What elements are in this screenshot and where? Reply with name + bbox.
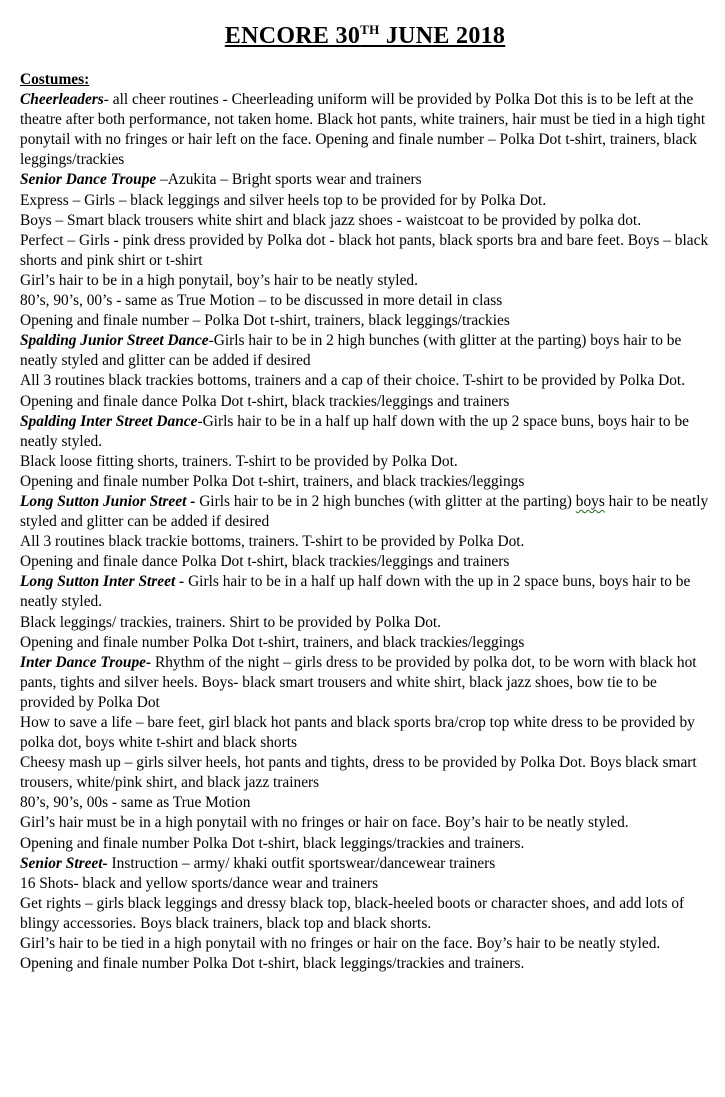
group-label: Inter Dance Troupe- xyxy=(20,653,152,671)
costume-paragraph xyxy=(20,854,710,874)
costume-paragraph xyxy=(20,170,710,190)
group-label: Senior Street- xyxy=(20,854,108,872)
paragraph-text: How to save a life – bare feet, girl black hot pants and black sports bra/crop top white dress to be provided by polka dot, boys white t-shirt and black shorts xyxy=(20,714,695,752)
costume-paragraph xyxy=(20,613,710,633)
costume-paragraph xyxy=(20,633,710,653)
title-rest: JUNE 2018 xyxy=(379,23,506,49)
paragraph-text: Girls hair to be in a half up half down with the up in 2 space buns, boys hair to be neatly styled. xyxy=(20,573,691,611)
costume-paragraph xyxy=(20,311,710,331)
costume-paragraph xyxy=(20,331,710,371)
costume-paragraph xyxy=(20,90,710,170)
costume-paragraph xyxy=(20,934,710,954)
costume-paragraph xyxy=(20,291,710,311)
costume-paragraph xyxy=(20,572,710,612)
group-label: Spalding Junior Street Dance xyxy=(20,332,209,350)
group-label: Long Sutton Junior Street - xyxy=(20,492,200,510)
costume-paragraph xyxy=(20,472,710,492)
group-label: Cheerleaders xyxy=(20,91,104,109)
paragraph-text: Opening and finale number Polka Dot t-shirt, black leggings/trackies and trainers. xyxy=(20,834,525,852)
document-title xyxy=(20,18,710,54)
costume-paragraph xyxy=(20,452,710,472)
costume-paragraph xyxy=(20,874,710,894)
spellcheck-flagged-word: boys xyxy=(575,492,605,510)
group-label: Long Sutton Inter Street - xyxy=(20,573,189,591)
paragraph-text: Rhythm of the night – girls dress to be provided by polka dot, to be worn with black hot pants, tights and silver heels. Boys- black smart trousers and white shirt, black jazz shoes, bow tie to be provided by Polka Dot xyxy=(20,653,697,711)
paragraph-text: Girl’s hair must be in a high ponytail with no fringes or hair on face. Boy’s hair to be neatly styled. xyxy=(20,814,629,832)
costume-paragraph xyxy=(20,894,710,934)
costume-paragraph xyxy=(20,211,710,231)
paragraph-text: Perfect – Girls - pink dress provided by Polka dot - black hot pants, black sports bra and bare feet. Boys – black shorts and pink shirt or t-shirt xyxy=(20,231,709,269)
paragraph-text-continued: hair to be neatly styled and glitter can be added if desired xyxy=(20,492,709,531)
costume-paragraph xyxy=(20,532,710,552)
paragraph-text: 16 Shots- black and yellow sports/dance wear and trainers xyxy=(20,874,379,892)
paragraph-text: Opening and finale number Polka Dot t-shirt, trainers, and black trackies/leggings xyxy=(20,472,525,490)
costume-paragraph xyxy=(20,191,710,211)
costume-paragraph xyxy=(20,653,710,713)
paragraph-text: - all cheer routines - Cheerleading uniform will be provided by Polka Dot this is to be left at the theatre after both performance, not taken home. Black hot pants, white trainers, hair must be tied in a high tight ponytail with no fringes or hair left on the face. Opening and finale number – Polka Dot t-shirt, trainers, black leggings/trackies xyxy=(20,91,706,169)
costume-paragraph xyxy=(20,552,710,572)
group-label: Spalding Inter Street Dance xyxy=(20,412,198,430)
costume-paragraph xyxy=(20,834,710,854)
paragraph-text: Instruction – army/ khaki outfit sportswear/dancewear trainers xyxy=(107,854,496,872)
costume-paragraph xyxy=(20,813,710,833)
costume-paragraph xyxy=(20,492,710,532)
paragraph-text: 80’s, 90’s, 00s - same as True Motion xyxy=(20,794,251,812)
paragraph-text: Girl’s hair to be in a high ponytail, boy’s hair to be neatly styled. xyxy=(20,271,418,289)
paragraph-text: Opening and finale dance Polka Dot t-shirt, black trackies/leggings and trainers xyxy=(20,553,510,571)
costume-paragraph xyxy=(20,412,710,452)
paragraph-text: Cheesy mash up – girls silver heels, hot pants and tights, dress to be provided by Polka Dot. Boys black smart trousers, white/pink shirt, and black jazz trainers xyxy=(20,754,697,792)
paragraph-text: Opening and finale number Polka Dot t-shirt, black leggings/trackies and trainers. xyxy=(20,955,525,973)
costume-paragraph xyxy=(20,271,710,291)
paragraph-text: Boys – Smart black trousers white shirt and black jazz shoes - waistcoat to be provided by polka dot. xyxy=(20,211,642,229)
costume-paragraph xyxy=(20,713,710,753)
costume-paragraph xyxy=(20,231,710,271)
paragraph-text: Girls hair to be in 2 high bunches (with glitter at the parting) xyxy=(199,492,576,510)
costume-paragraphs xyxy=(20,90,710,974)
paragraph-text: All 3 routines black trackie bottoms, trainers. T-shirt to be provided by Polka Dot. xyxy=(20,533,525,551)
costume-paragraph xyxy=(20,793,710,813)
paragraph-text: Black loose fitting shorts, trainers. T-shirt to be provided by Polka Dot. xyxy=(20,452,458,470)
group-label: Senior Dance Troupe xyxy=(20,171,157,189)
costumes-heading: Costumes: xyxy=(20,71,90,88)
paragraph-text: Opening and finale number – Polka Dot t-shirt, trainers, black leggings/trackies xyxy=(20,312,510,330)
costume-paragraph xyxy=(20,954,710,974)
paragraph-text: Express – Girls – black leggings and silver heels top to be provided for by Polka Dot. xyxy=(20,191,547,209)
paragraph-text: Get rights – girls black leggings and dressy black top, black-heeled boots or character shoes, and add lots of blingy accessories. Boys black trainers, black top and black shorts. xyxy=(20,894,685,932)
costume-paragraph xyxy=(20,371,710,411)
title-main: ENCORE 30 xyxy=(224,23,361,49)
paragraph-text: 80’s, 90’s, 00’s - same as True Motion – to be discussed in more detail in class xyxy=(20,292,503,310)
paragraph-text: –Azukita – Bright sports wear and trainers xyxy=(156,171,422,189)
paragraph-text: All 3 routines black trackies bottoms, trainers and a cap of their choice. T-shirt to be provided by Polka Dot. Opening and finale dance Polka Dot t-shirt, black trackies/leggings and trainers xyxy=(20,372,686,410)
paragraph-text: Opening and finale number Polka Dot t-shirt, trainers, and black trackies/leggings xyxy=(20,633,525,651)
paragraph-text: Black leggings/ trackies, trainers. Shirt to be provided by Polka Dot. xyxy=(20,613,442,631)
paragraph-text: Girl’s hair to be tied in a high ponytail with no fringes or hair on the face. Boy’s hair to be neatly styled. xyxy=(20,935,661,953)
paragraph-text: -Girls hair to be in a half up half down with the up 2 space buns, boys hair to be neatly styled. xyxy=(20,412,689,450)
title-superscript: TH xyxy=(360,22,380,37)
paragraph-text: -Girls hair to be in 2 high bunches (with glitter at the parting) boys hair to be neatly styled and glitter can be added if desired xyxy=(20,332,682,370)
document-page xyxy=(20,18,710,974)
costume-paragraph xyxy=(20,753,710,793)
